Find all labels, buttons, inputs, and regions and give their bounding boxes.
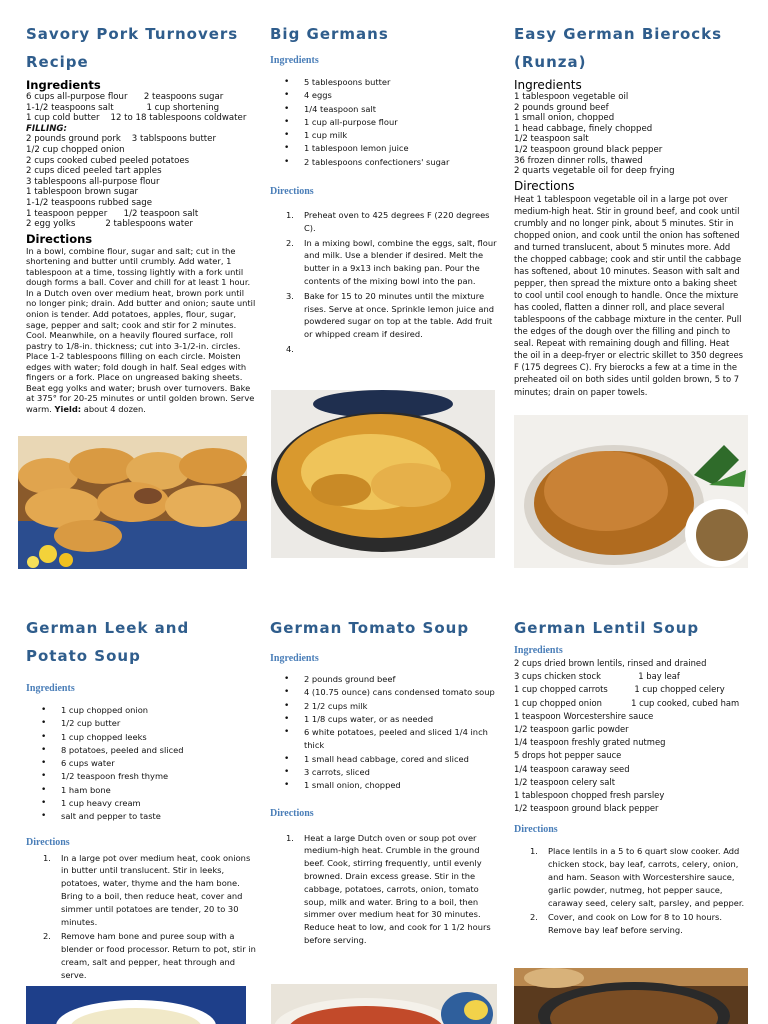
- recipe-title: German Lentil Soup: [514, 619, 700, 637]
- yield-label: Yield:: [54, 403, 82, 414]
- list-item: • 1 1/8 cups water, or as needed: [304, 713, 500, 726]
- recipe-leek-potato-soup: [26, 614, 256, 986]
- filling-heading: FILLING:: [26, 123, 67, 134]
- list-item: • 1 tablespoon lemon juice: [304, 142, 500, 155]
- list-item: 3. Bake for 15 to 20 minutes until the mixture rises. Serve at once. Sprinkle lemon juice and powdered sugar on top at the table. Add fruit or whipped cream if desired.: [286, 290, 495, 340]
- ingredients-heading: Ingredients: [26, 78, 101, 92]
- ingredients-list: [26, 704, 256, 824]
- directions-list: [514, 845, 754, 937]
- list-item: • 1/2 cup butter: [61, 717, 256, 730]
- recipe-title-cont: Recipe: [26, 53, 89, 71]
- recipe-lentil-soup: [514, 614, 754, 968]
- list-item: 2. Remove ham bone and puree soup with a blender or food processor. Return to pot, stir in cream, salt and pepper, heat through and serve.: [43, 931, 256, 980]
- list-item: 2. In a mixing bowl, combine the eggs, salt, flour and milk. Use a blender if desired. Melt the butter in a 9x13 inch baking pan. Pour the contents of the mixing bowl into the pan.: [286, 237, 497, 287]
- recipe-title: Savory Pork Turnovers: [26, 25, 239, 43]
- directions-heading: Directions: [26, 231, 93, 246]
- list-item: • 5 tablespoons butter: [304, 76, 500, 89]
- list-item: • 1 ham bone: [61, 784, 256, 797]
- directions-heading: Directions: [514, 178, 575, 193]
- list-item: 1. Preheat oven to 425 degrees F (220 degrees C).: [286, 210, 490, 233]
- recipe-title: German Tomato Soup: [270, 619, 470, 637]
- list-item: • 2 pounds ground beef: [304, 673, 500, 686]
- bierocks-photo: [514, 415, 748, 568]
- recipe-title: Easy German Bierocks: [514, 25, 723, 43]
- ingredients-heading: Ingredients: [514, 645, 563, 656]
- tomato-soup-photo: [271, 984, 497, 1024]
- ingredients-text: 6 cups all-purpose flour 2 teaspoons sugar 1-1/2 teaspoons salt 1 cup shortening 1 cup cold butter 12 to 18 tablespoons coldwater: [26, 92, 247, 124]
- ingredients-text: 1 tablespoon vegetable oil 2 pounds ground beef 1 small onion, chopped 1 head cabbage, finely chopped 1/2 teaspoon salt 1/2 teaspoon ground black pepper 36 frozen dinner rolls, thawed 2 quarts vegetable oil for deep frying: [514, 92, 675, 177]
- list-item: • 1 cup chopped onion: [61, 704, 256, 717]
- list-item: • 6 white potatoes, peeled and sliced 1/4 inch thick: [304, 726, 500, 753]
- list-item: • 1 small onion, chopped: [304, 779, 500, 792]
- list-item: • salt and pepper to taste: [61, 810, 256, 823]
- recipe-tomato-soup: [270, 614, 500, 980]
- list-item: • 8 potatoes, peeled and sliced: [61, 744, 256, 757]
- list-item: • 1/4 teaspoon salt: [304, 103, 500, 116]
- ingredients-list: [270, 76, 500, 169]
- ingredients-heading: Ingredients: [270, 55, 319, 66]
- ingredients-heading: Ingredients: [270, 653, 319, 664]
- recipe-title: Big Germans: [270, 25, 389, 43]
- directions-text: Heat 1 tablespoon vegetable oil in a large pot over medium-high heat. Stir in ground beef, and cook until crumbly and no longer pink, about 5 minutes. Stir in chopped onion, and cook until the onion has softened and turned translucent, about 5 minutes more. Add the chopped cabbage; cook and stir until the cabbage has softened, about 10 minutes. Season with salt and pepper, then spread the mixture onto a baking sheet to cool until cool enough to handle. Once the mixture has cooled, flatten a dinner roll, and place several tablespoons of the cabbage mixture in the center. Pull the edges of the dough over the filling and pinch to seal. Repeat with remaining dough and filling. Heat the oil in a deep-fryer or electric skillet to 350 degrees F (175 degrees C). Fry bierocks a few at a time in the preheated oil on both sides until golden brown, 5 to 7 minutes; drain on paper towels.: [514, 193, 744, 397]
- ingredients-text: 2 cups dried brown lentils, rinsed and drained 3 cups chicken stock 1 bay leaf 1 cup chopped carrots 1 cup chopped celery 1 cup chopped onion 1 cup cooked, cubed ham 1 teaspoon Worcestershire sauce 1/2 teaspoon garlic powder 1/4 teaspoon freshly grated nutmeg 5 drops hot pepper sauce 1/4 teaspoon caraway seed 1/2 teaspoon celery salt 1 tablespoon chopped fresh parsley 1/2 teaspoon ground black pepper: [514, 658, 740, 814]
- list-item: • 1 cup all-purpose flour: [304, 116, 500, 129]
- directions-heading: Directions: [270, 186, 314, 198]
- list-item: 4.: [286, 344, 294, 355]
- directions-heading: Directions: [514, 824, 558, 836]
- directions-list: [270, 209, 500, 355]
- list-item: • 1 small head cabbage, cored and sliced: [304, 753, 500, 766]
- ingredients-list: [270, 673, 500, 793]
- directions-heading: Directions: [26, 836, 70, 848]
- list-item: • 2 tablespoons confectioners' sugar: [304, 156, 500, 169]
- list-item: • 4 (10.75 ounce) cans condensed tomato soup: [304, 686, 500, 699]
- list-item: • 1 cup chopped leeks: [61, 731, 256, 744]
- list-item: • 3 carrots, sliced: [304, 766, 500, 779]
- recipe-big-germans: [270, 20, 500, 380]
- list-item: 1. In a large pot over medium heat, cook onions in butter until translucent. Stir in leeks, potatoes, water, thyme and the ham bone. Bring to a boil, then reduce heat, cover and simmer until potatoes are tender, 20 to 30 minutes.: [43, 852, 251, 927]
- list-item: 1. Heat a large Dutch oven or soup pot over medium-high heat. Crumble in the ground beef. Cook, stirring frequently, until evenly browned. Drain excess grease. Stir in the cabbage, potatoes, carrots, onion, tomato soup, milk and water. Bring to a boil, then simmer over medium heat for 30 minutes. Reduce heat to low, and cook for 1 1/2 hours before serving.: [286, 832, 491, 946]
- list-item: • 6 cups water: [61, 757, 256, 770]
- list-item: • 1 cup milk: [304, 129, 500, 142]
- recipe-bierocks: [514, 20, 744, 418]
- ingredients-heading: Ingredients: [26, 683, 75, 694]
- list-item: 1. Place lentils in a 5 to 6 quart slow cooker. Add chicken stock, bay leaf, carrots, celery, onion, and ham. Season with Worcestershire sauce, garlic powder, nutmeg, hot pepper sauce, caraway seed, celery salt, parsley, and pepper.: [530, 846, 745, 908]
- list-item: • 1 cup heavy cream: [61, 797, 256, 810]
- leek-soup-photo: [26, 986, 246, 1024]
- directions-list: [270, 832, 500, 947]
- big-germans-photo: [271, 390, 495, 558]
- directions-text: In a bowl, combine flour, sugar and salt; cut in the shortening and butter until crumbly. Add water, 1 tablespoon at a time, tossing lightly with a fork until dough forms a ball. Cover and chill for at least 1 hour. In a Dutch oven over medium heat, brown pork until no longer pink; drain. Add butter and onion; saute until onion is tender. Add potatoes, apples, flour, sugar, sage, pepper and salt; cook and stir for 2 minutes. Cool. Meanwhile, on a heavily floured surface, roll pastry to 1/8-in. thickness; cut into 3-1/2-in. circles. Place 1-2 tablespoons filling on each circle. Moisten edges with water; fold dough in half. Seal edges with fingers or a fork. Place on ungreased baking sheets. Beat egg yolks and water; brush over turnovers. Bake at 375° for 20-25 minutes or until golden brown. Serve warm. Yield: about 4 dozen.: [26, 245, 256, 414]
- recipe-title: German Leek and: [26, 619, 190, 637]
- directions-heading: Directions: [270, 807, 314, 819]
- filling-text: 2 pounds ground pork 3 tablspoons butter 1/2 cup chopped onion 2 cups cooked cubed peeled potatoes 2 cups diced peeled tart apples 3 tablespoons all-purpose flour 1 tablespoon brown sugar 1-1/2 teaspoons rubbed sage 1 teaspoon pepper 1/2 teaspoon salt 2 egg yolks 2 tablespoons water: [26, 134, 216, 230]
- list-item: • 4 eggs: [304, 89, 500, 102]
- recipe-pork-turnovers: [26, 20, 256, 440]
- list-item: • 2 1/2 cups milk: [304, 700, 500, 713]
- lentil-soup-photo: [514, 968, 748, 1024]
- ingredients-heading: Ingredients: [514, 78, 582, 92]
- turnovers-photo: [18, 436, 247, 569]
- yield-value: about 4 dozen.: [83, 403, 146, 414]
- directions-list: [26, 852, 256, 982]
- list-item: 2. Cover, and cook on Low for 8 to 10 hours. Remove bay leaf before serving.: [530, 912, 723, 936]
- recipe-title-cont: Potato Soup: [26, 647, 141, 665]
- list-item: • 1/2 teaspoon fresh thyme: [61, 770, 256, 783]
- recipe-title-cont: (Runza): [514, 53, 587, 71]
